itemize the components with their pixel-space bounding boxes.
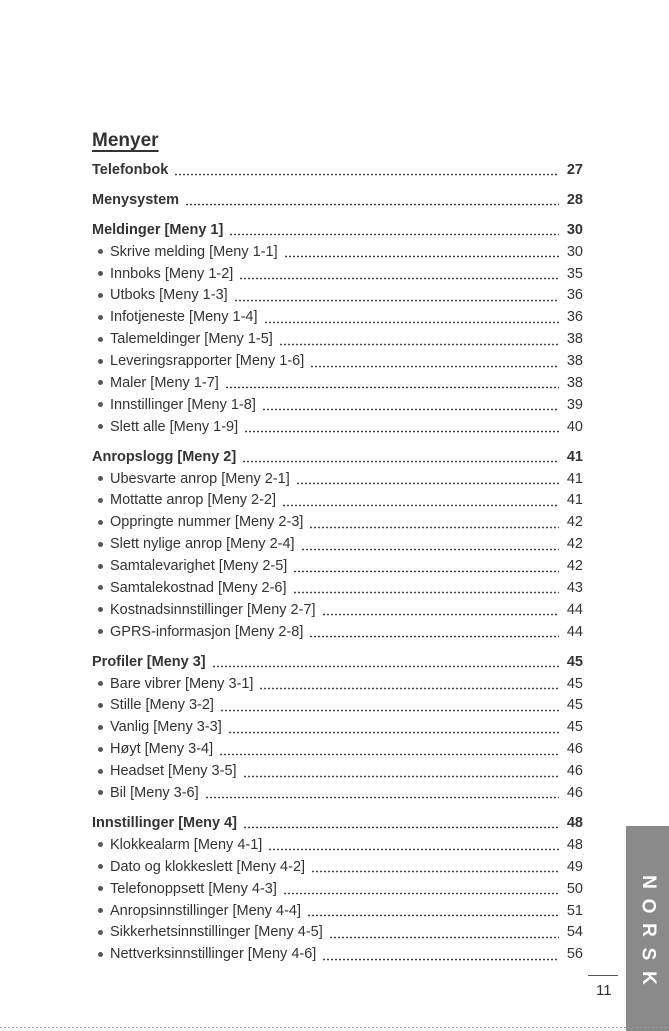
toc-entry-page: 28 <box>566 191 583 208</box>
table-of-contents <box>92 160 583 966</box>
toc-entry-label: Slett nylige anrop [Meny 2-4] <box>110 536 295 553</box>
toc-subentry <box>92 695 583 717</box>
bullet-icon <box>98 249 103 254</box>
bullet-icon <box>98 703 103 708</box>
toc-entry-label: Menysystem <box>92 191 180 208</box>
bullet-icon <box>98 886 103 891</box>
toc-subentry <box>92 674 583 696</box>
dot-leader <box>212 665 559 668</box>
toc-subentry <box>92 578 583 600</box>
section-gap <box>92 212 583 220</box>
dot-leader <box>234 299 559 302</box>
toc-entry-page: 30 <box>566 243 583 260</box>
toc-entry-page: 35 <box>566 265 583 282</box>
toc-entry-label: GPRS-informasjon [Meny 2-8] <box>110 623 304 640</box>
toc-subentry <box>92 622 583 644</box>
toc-subentry <box>92 512 583 534</box>
toc-entry-page: 45 <box>566 653 583 670</box>
toc-entry-page: 36 <box>566 309 583 326</box>
toc-subentry <box>92 285 583 307</box>
toc-subentry <box>92 329 583 351</box>
toc-entry-label: Innstillinger [Meny 1-8] <box>110 396 256 413</box>
dot-leader <box>185 203 559 206</box>
toc-entry-label: Headset [Meny 3-5] <box>110 763 237 780</box>
dot-leader <box>220 709 559 712</box>
toc-entry-label: Innstillinger [Meny 4] <box>92 814 238 831</box>
bullet-icon <box>98 315 103 320</box>
toc-entry-page: 36 <box>566 287 583 304</box>
toc-entry-page: 42 <box>566 514 583 531</box>
toc-entry-label: Maler [Meny 1-7] <box>110 375 219 392</box>
toc-subentry <box>92 534 583 556</box>
toc-entry-page: 39 <box>566 396 583 413</box>
toc-subentry <box>92 835 583 857</box>
toc-entry-label: Stille [Meny 3-2] <box>110 697 214 714</box>
bullet-icon <box>98 380 103 385</box>
toc-entry-label: Telefonoppsett [Meny 4-3] <box>110 880 277 897</box>
toc-subentry <box>92 242 583 264</box>
toc-entry-page: 27 <box>566 162 583 178</box>
section-gap <box>92 182 583 190</box>
dot-leader <box>243 775 559 778</box>
toc-subentry <box>92 373 583 395</box>
toc-entry-page: 44 <box>566 601 583 618</box>
toc-subentry <box>92 739 583 761</box>
toc-subentry <box>92 490 583 512</box>
page-number-rule <box>588 975 618 976</box>
dot-leader <box>311 870 559 873</box>
section-gap <box>92 644 583 652</box>
toc-entry-page: 45 <box>566 675 583 692</box>
bullet-icon <box>98 564 103 569</box>
dot-leader <box>293 570 559 573</box>
dot-leader <box>259 687 559 690</box>
toc-section <box>92 447 583 469</box>
bullet-icon <box>98 908 103 913</box>
bullet-icon <box>98 337 103 342</box>
dot-leader <box>301 548 559 551</box>
bullet-icon <box>98 864 103 869</box>
toc-section <box>92 220 583 242</box>
dot-leader <box>309 526 559 529</box>
toc-entry-page: 48 <box>566 836 583 853</box>
dot-leader <box>309 635 559 638</box>
toc-entry-page: 54 <box>566 924 583 941</box>
toc-entry-label: Bil [Meny 3-6] <box>110 785 199 802</box>
toc-entry-label: Slett alle [Meny 1-9] <box>110 418 239 435</box>
toc-subentry <box>92 783 583 805</box>
dot-leader <box>322 958 559 961</box>
toc-subentry <box>92 307 583 329</box>
dot-leader <box>228 731 559 734</box>
toc-entry-label: Sikkerhetsinnstillinger [Meny 4-5] <box>110 924 323 941</box>
dot-leader <box>244 430 559 433</box>
toc-entry-page: 46 <box>566 763 583 780</box>
dot-leader <box>296 482 559 485</box>
section-gap <box>92 805 583 813</box>
toc-entry-label: Skrive melding [Meny 1-1] <box>110 243 278 260</box>
dot-leader <box>239 277 559 280</box>
toc-entry-page: 42 <box>566 558 583 575</box>
toc-entry-label: Vanlig [Meny 3-3] <box>110 719 222 736</box>
toc-subentry <box>92 469 583 491</box>
toc-subentry <box>92 944 583 966</box>
toc-entry-page: 41 <box>566 448 583 465</box>
bullet-icon <box>98 271 103 276</box>
dot-leader <box>322 613 559 616</box>
toc-entry-label: Klokkealarm [Meny 4-1] <box>110 836 263 853</box>
toc-entry-page: 49 <box>566 858 583 875</box>
toc-entry-page: 38 <box>566 353 583 370</box>
toc-subentry <box>92 922 583 944</box>
toc-entry-label: Anropslogg [Meny 2] <box>92 448 237 465</box>
tab-letter: N <box>637 875 659 889</box>
toc-subentry <box>92 901 583 923</box>
toc-subentry <box>92 264 583 286</box>
section-gap <box>92 439 583 447</box>
toc-section <box>92 813 583 835</box>
toc-entry-label: Mottatte anrop [Meny 2-2] <box>110 492 277 509</box>
bullet-icon <box>98 293 103 298</box>
toc-entry-page: 38 <box>566 331 583 348</box>
tab-letter: K <box>637 971 659 985</box>
dot-leader <box>229 233 559 236</box>
toc-entry-page: 44 <box>566 623 583 640</box>
bullet-icon <box>98 769 103 774</box>
bullet-icon <box>98 520 103 525</box>
toc-entry-page: 30 <box>566 221 583 238</box>
toc-subentry <box>92 761 583 783</box>
bullet-icon <box>98 476 103 481</box>
toc-entry-label: Høyt [Meny 3-4] <box>110 741 214 758</box>
dot-leader <box>329 936 559 939</box>
toc-entry-page: 45 <box>566 719 583 736</box>
dot-leader <box>283 892 559 895</box>
toc-entry-page: 56 <box>566 946 583 963</box>
tab-letter: O <box>637 898 659 914</box>
toc-entry-label: Leveringsrapporter [Meny 1-6] <box>110 353 305 370</box>
toc-subentry <box>92 600 583 622</box>
toc-subentry <box>92 395 583 417</box>
page-bottom-edge <box>0 1027 669 1028</box>
toc-entry-label: Ubesvarte anrop [Meny 2-1] <box>110 470 290 487</box>
dot-leader <box>243 826 559 829</box>
bullet-icon <box>98 747 103 752</box>
dot-leader <box>262 408 559 411</box>
toc-entry-label: Infotjeneste [Meny 1-4] <box>110 309 258 326</box>
bullet-icon <box>98 681 103 686</box>
page-number: 11 <box>596 982 612 999</box>
toc-entry-page: 43 <box>566 580 583 597</box>
toc-entry-page: 40 <box>566 418 583 435</box>
tab-letter: S <box>637 947 659 961</box>
toc-entry-page: 51 <box>566 902 583 919</box>
dot-leader <box>293 591 559 594</box>
toc-section <box>92 652 583 674</box>
dot-leader <box>205 796 559 799</box>
bullet-icon <box>98 725 103 730</box>
toc-entry-page: 38 <box>566 375 583 392</box>
bullet-icon <box>98 952 103 957</box>
bullet-icon <box>98 842 103 847</box>
page-title: Menyer <box>92 130 159 151</box>
bullet-icon <box>98 402 103 407</box>
toc-entry-page: 41 <box>566 492 583 509</box>
toc-subentry <box>92 351 583 373</box>
toc-entry-label: Nettverksinnstillinger [Meny 4-6] <box>110 946 317 963</box>
toc-entry-label: Samtalekostnad [Meny 2-6] <box>110 580 287 597</box>
bullet-icon <box>98 498 103 503</box>
dot-leader <box>268 848 559 851</box>
toc-entry-label: Kostnadsinnstillinger [Meny 2-7] <box>110 601 316 618</box>
toc-entry-page: 41 <box>566 470 583 487</box>
toc-subentry <box>92 717 583 739</box>
toc-entry-label: Samtalevarighet [Meny 2-5] <box>110 558 288 575</box>
toc-subentry <box>92 556 583 578</box>
toc-entry-label: Meldinger [Meny 1] <box>92 221 224 238</box>
bullet-icon <box>98 790 103 795</box>
language-tab-letters <box>626 870 669 990</box>
toc-entry-page: 42 <box>566 536 583 553</box>
dot-leader <box>307 914 559 917</box>
toc-entry-label: Dato og klokkeslett [Meny 4-2] <box>110 858 306 875</box>
toc-entry-label: Anropsinnstillinger [Meny 4-4] <box>110 902 302 919</box>
toc-entry-label: Talemeldinger [Meny 1-5] <box>110 331 273 348</box>
dot-leader <box>242 460 559 463</box>
dot-leader <box>284 255 559 258</box>
bullet-icon <box>98 629 103 634</box>
tab-letter: R <box>637 923 659 937</box>
dot-leader <box>282 504 559 507</box>
bullet-icon <box>98 585 103 590</box>
toc-entry-label: Bare vibrer [Meny 3-1] <box>110 675 254 692</box>
language-tab <box>626 826 669 1031</box>
toc-entry-page: 45 <box>566 697 583 714</box>
dot-leader <box>264 321 560 324</box>
toc-section <box>92 190 583 212</box>
toc-subentry <box>92 879 583 901</box>
toc-subentry <box>92 417 583 439</box>
bullet-icon <box>98 424 103 429</box>
bullet-icon <box>98 542 103 547</box>
dot-leader <box>219 753 559 756</box>
toc-entry-page: 46 <box>566 741 583 758</box>
toc-entry-label: Oppringte nummer [Meny 2-3] <box>110 514 304 531</box>
dot-leader <box>279 343 559 346</box>
bullet-icon <box>98 359 103 364</box>
toc-section <box>92 160 583 182</box>
toc-entry-page: 50 <box>566 880 583 897</box>
dot-leader <box>310 365 559 368</box>
toc-entry-label: Telefonbok <box>92 162 169 178</box>
dot-leader <box>174 173 559 176</box>
toc-entry-label: Utboks [Meny 1-3] <box>110 287 228 304</box>
dot-leader <box>225 386 559 389</box>
bullet-icon <box>98 607 103 612</box>
bullet-icon <box>98 930 103 935</box>
toc-entry-label: Innboks [Meny 1-2] <box>110 265 234 282</box>
toc-entry-page: 46 <box>566 785 583 802</box>
toc-subentry <box>92 857 583 879</box>
toc-entry-label: Profiler [Meny 3] <box>92 653 206 670</box>
toc-entry-page: 48 <box>566 814 583 831</box>
